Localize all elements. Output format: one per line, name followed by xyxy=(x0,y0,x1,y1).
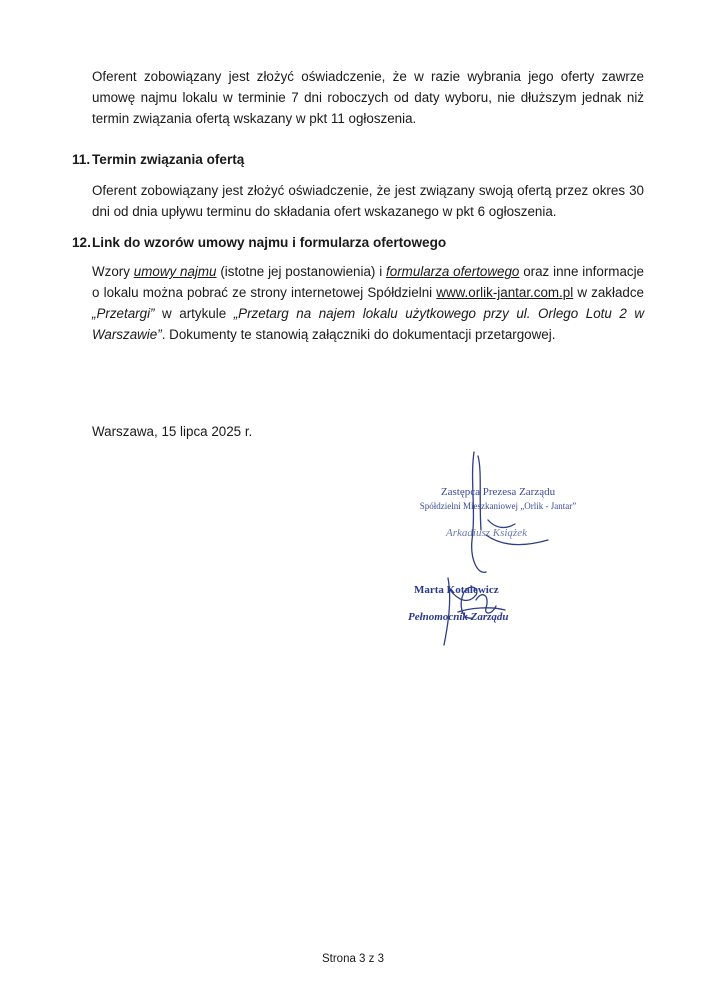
offer-form-link[interactable]: formularza ofertowego xyxy=(386,264,520,279)
signature-1 xyxy=(472,452,548,572)
stamp-1-line-1: Zastępca Prezesa Zarządu xyxy=(440,486,556,498)
s12-text-4: w zakładce xyxy=(573,285,645,300)
website-link[interactable]: www.orlik-jantar.com.pl xyxy=(436,285,574,300)
section-11-number: 11. xyxy=(72,152,91,167)
tab-name: „Przetargi” xyxy=(92,306,155,321)
contract-template-link[interactable]: umowy najmu xyxy=(133,264,217,279)
article-name: „Przetarg na najem lokalu użytkowego przy ul. Orlego Lotu 2 w Warszawie” xyxy=(92,306,644,342)
signature-2 xyxy=(444,578,505,645)
s12-text-1: Wzory xyxy=(92,264,134,279)
stamp-2-name: Marta Kotalewicz xyxy=(414,584,499,596)
s12-text-2: (istotne jej postanowienia) i xyxy=(216,264,387,279)
stamp-2-role: Pełnomocnik Zarządu xyxy=(408,611,509,623)
section-11-body: Oferent zobowiązany jest złożyć oświadczenie, że jest związany swoją ofertą przez okres 30 dni od dnia upływu terminu do składania ofert wskazanego w pkt 6 ogłoszenia. xyxy=(92,183,644,219)
section-12-number: 12. xyxy=(72,235,91,250)
stamp-1-name: Arkadiusz Książek xyxy=(446,527,527,539)
section-11-title: Termin związania ofertą xyxy=(92,152,245,167)
s12-text-6: . Dokumenty te stanowią załączniki do dokumentacji przetargowej. xyxy=(161,327,556,342)
place-date: Warszawa, 15 lipca 2025 r. xyxy=(92,424,253,439)
s12-text-5: w artykule xyxy=(154,306,234,321)
intro-paragraph: Oferent zobowiązany jest złożyć oświadczenie, że w razie wybrania jego oferty zawrze umowę najmu lokalu w terminie 7 dni roboczych od daty wyboru, nie dłuższym jednak niż termin związania ofertą wskazany w pkt 11 ogłoszenia. xyxy=(92,69,644,126)
stamp-1-line-2: Spółdzielni Mieszkaniowej „Orlik - Jantar” xyxy=(419,501,577,511)
s12-text-3: oraz inne informacje o lokalu można pobrać ze strony internetowej Spółdzielni xyxy=(92,264,645,300)
page-footer: Strona 3 z 3 xyxy=(321,953,384,965)
section-12-title: Link do wzorów umowy najmu i formularza ofertowego xyxy=(92,235,447,250)
